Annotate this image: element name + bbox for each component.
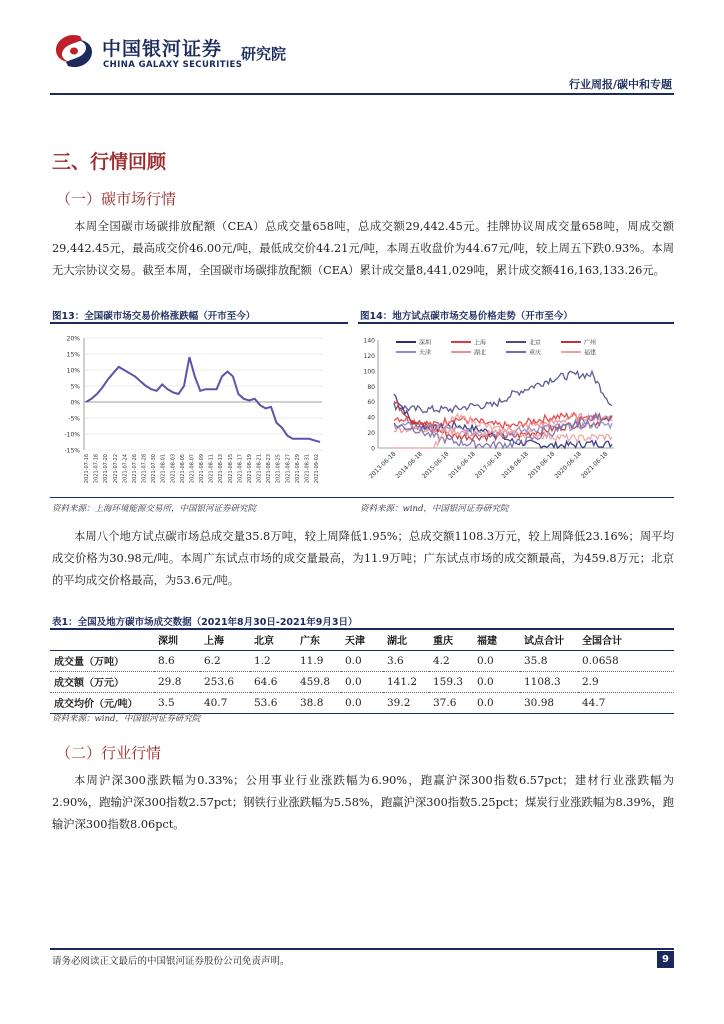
table-header: 北京 [254,636,274,648]
table-cell: 0.0 [345,696,362,709]
table-cell: 253.6 [204,675,235,688]
y-tick-label: -5% [68,415,80,423]
y-tick-label: 0% [70,399,80,407]
subsection-title-industry: （二）行业行情 [56,744,162,762]
fig14-source: 资料来源：wind，中国银河证券研究院 [360,504,509,514]
legend-label: 福建 [584,349,597,357]
table-cell: 159.3 [433,675,464,688]
table-cell: 11.9 [300,654,324,667]
x-tick-label: 2021-08-23 [266,454,273,484]
paragraph-pilot-markets: 本周八个地方试点碳市场总成交量35.8万吨，较上周降低1.95%；总成交额1108.3万元，较上周降低23.16%；周平均成交价格为30.98元/吨。本周广东试点市场的成交量最高，为11.9万吨；广东试点市场的成交额最高，为459.8万元；北京的平均成交价格最高，为53.6元/吨。 [52,530,674,587]
table-cell: 64.6 [254,675,278,688]
legend-label: 天津 [419,349,432,357]
row-label: 成交均价（元/吨） [54,699,138,710]
institute-name: 研究院 [241,45,287,63]
x-tick-label: 2021-06-18 [579,450,610,481]
x-tick-label: 2021-08-11 [208,454,215,484]
table-cell: 0.0658 [582,654,619,667]
x-tick-label: 2021-07-20 [103,454,110,484]
x-tick-label: 2021-08-31 [304,454,311,484]
footer-disclaimer: 请务必阅读正文最后的中国银河证券股份公司免责声明。 [52,956,290,967]
legend-label: 北京 [529,339,542,347]
y-tick-label: 5% [70,383,80,391]
table-cell: 0.0 [477,654,494,667]
table-cell: 29.8 [158,675,182,688]
y-tick-label: 20% [66,335,80,343]
table-header [50,630,154,650]
table-cell: 0.0 [345,675,362,688]
y-tick-label: 10% [66,367,80,375]
x-tick-label: 2021-08-25 [275,454,282,484]
table-header: 深圳 [158,636,178,648]
fig13-source: 资料来源：上海环境能源交易所，中国银河证券研究院 [52,504,257,514]
y-tick-label: -15% [64,447,80,455]
table-cell: 38.8 [300,696,324,709]
x-tick-label: 2021-08-27 [285,454,292,484]
x-tick-label: 2017-06-18 [473,450,504,481]
x-tick-label: 2021-09-02 [314,454,320,484]
table-cell: 0.0 [345,654,362,667]
x-tick-label: 2021-07-18 [93,454,100,484]
x-tick-label: 2014-06-18 [394,450,424,481]
logo-english-name: CHINA GALAXY SECURITIES [103,60,243,70]
x-tick-label: 2021-08-19 [246,454,253,484]
paragraph-industry: 本周沪深300涨跌幅为0.33%；公用事业行业涨跌幅为6.90%，跑赢沪深300指数6.57pct；建材行业涨跌幅为2.90%，跑输沪深300指数2.57pct；钢铁行业涨跌幅为5.58%，跑赢沪深300指数5.25pct；煤炭行业涨跌幅为8.39%，跑输沪深300指数8.06pct。 [52,774,674,831]
table-cell: 3.6 [387,654,404,667]
table-cell: 0.0 [477,696,494,709]
x-tick-label: 2018-06-18 [500,450,530,481]
x-tick-label: 2021-08-21 [256,454,263,484]
subsection-title-carbon-market: （一）碳市场行情 [56,190,177,208]
x-tick-label: 2021-08-07 [189,454,196,484]
x-tick-label: 2021-07-30 [151,454,158,484]
figures-bottom-line [50,497,674,498]
y-tick-label: 100 [363,368,375,376]
table-cell: 30.98 [524,696,555,709]
legend-label: 重庆 [529,349,542,357]
carbon-market-table [50,630,674,714]
x-tick-label: 2013-06-18 [367,450,398,481]
table-caption: 表1：全国及地方碳市场成交数据（2021年8月30日-2021年9月3日） [52,617,358,628]
table-cell: 53.6 [254,696,278,709]
fig13-caption-line [50,322,348,324]
table-cell: 8.6 [158,654,175,667]
y-tick-label: 120 [363,352,375,360]
legend-label: 深圳 [419,339,432,347]
table-cell: 6.2 [204,654,221,667]
table-source: 资料来源：wind，中国银河证券研究院 [52,714,201,724]
table-cell: 37.6 [433,696,457,709]
x-tick-label: 2021-08-09 [199,454,205,484]
fig13-caption: 图13：全国碳市场交易价格涨跌幅（开市至今） [52,311,256,322]
row-label: 成交额（万元） [54,678,124,689]
table-header: 上海 [204,636,224,648]
legend-label: 上海 [474,339,487,347]
section-title: 三、行情回顾 [52,151,167,173]
table-cell: 4.2 [433,654,450,667]
x-tick-label: 2021-07-28 [141,454,148,484]
table-cell: 141.2 [387,675,418,688]
row-label: 成交量（万吨） [54,657,124,668]
header-divider [50,93,674,95]
table-header: 广东 [300,636,320,648]
table-cell: 0.0 [477,675,494,688]
galaxy-logo-icon [50,30,96,72]
table-header: 天津 [345,636,365,648]
x-tick-label: 2021-08-15 [227,454,234,484]
y-tick-label: -10% [64,431,80,439]
x-tick-label: 2021-07-22 [112,454,119,484]
chart-pilot-market-price [356,328,674,498]
y-tick-label: 15% [66,351,80,359]
y-tick-label: 20 [367,430,375,438]
table-header: 福建 [477,636,497,648]
table-header: 试点合计 [524,636,564,648]
x-tick-label: 2021-07-24 [122,454,129,484]
x-tick-label: 2021-07-16 [84,454,90,484]
table-row [50,650,674,671]
logo-chinese-name: 中国银河证券 [102,38,223,60]
table-header-row [50,630,674,650]
x-tick-label: 2021-08-03 [170,454,177,484]
table-cell: 2.9 [582,675,599,688]
table-cell: 1.2 [254,654,271,667]
x-tick-label: 2021-08-05 [179,454,186,484]
x-tick-label: 2019-06-18 [526,450,557,481]
table-cell: 44.7 [582,696,606,709]
paragraph-national-market: 本周全国碳市场碳排放配额（CEA）总成交量658吨，总成交额29,442.45元。挂牌协议周成交量658吨，周成交额29,442.45元，最高成交价46.00元/吨，最低成交价44.21元/吨，本周五收盘价为44.67元/吨，较上周五下跌0.93%。本周无大宗协议交易。截至本周，全国碳市场碳排放配额（CEA）累计成交量8,441,029吨，累计成交额416,163,133.26元。 [52,220,674,277]
x-tick-label: 2015-06-18 [420,450,451,481]
fig14-caption-line [358,322,674,324]
y-tick-label: 40 [367,414,375,422]
page-number: 9 [657,951,674,968]
x-tick-label: 2021-08-01 [160,454,167,484]
table-cell: 39.2 [387,696,411,709]
chart-national-price-change [50,328,348,498]
x-tick-label: 2021-07-26 [131,454,138,484]
x-tick-label: 2021-08-13 [218,454,225,484]
table-row [50,671,674,692]
document-type: 行业周报/碳中和专题 [568,78,672,91]
table-cell: 3.5 [158,696,175,709]
y-tick-label: 60 [367,399,375,407]
table-row [50,692,674,713]
legend-label: 广州 [584,339,597,347]
table-header: 湖北 [387,636,407,648]
x-tick-label: 2016-06-18 [447,450,477,481]
y-tick-label: 80 [367,383,375,391]
fig14-caption: 图14：地方试点碳市场交易价格走势（开市至今） [360,311,573,322]
y-tick-label: 140 [363,337,375,345]
table-cell: 35.8 [524,654,548,667]
y-tick-label: 0 [371,445,375,453]
x-tick-label: 2021-08-29 [294,454,301,484]
table-header: 重庆 [433,636,453,648]
table-cell: 459.8 [300,675,331,688]
series-line-北京 [394,371,612,412]
x-tick-label: 2021-08-17 [237,454,244,484]
x-tick-label: 2020-06-18 [553,450,583,481]
legend-label: 湖北 [474,349,487,357]
table-cell: 1108.3 [524,675,561,688]
table-cell: 40.7 [204,696,228,709]
table-header: 全国合计 [582,636,622,648]
footer-divider [50,948,674,950]
